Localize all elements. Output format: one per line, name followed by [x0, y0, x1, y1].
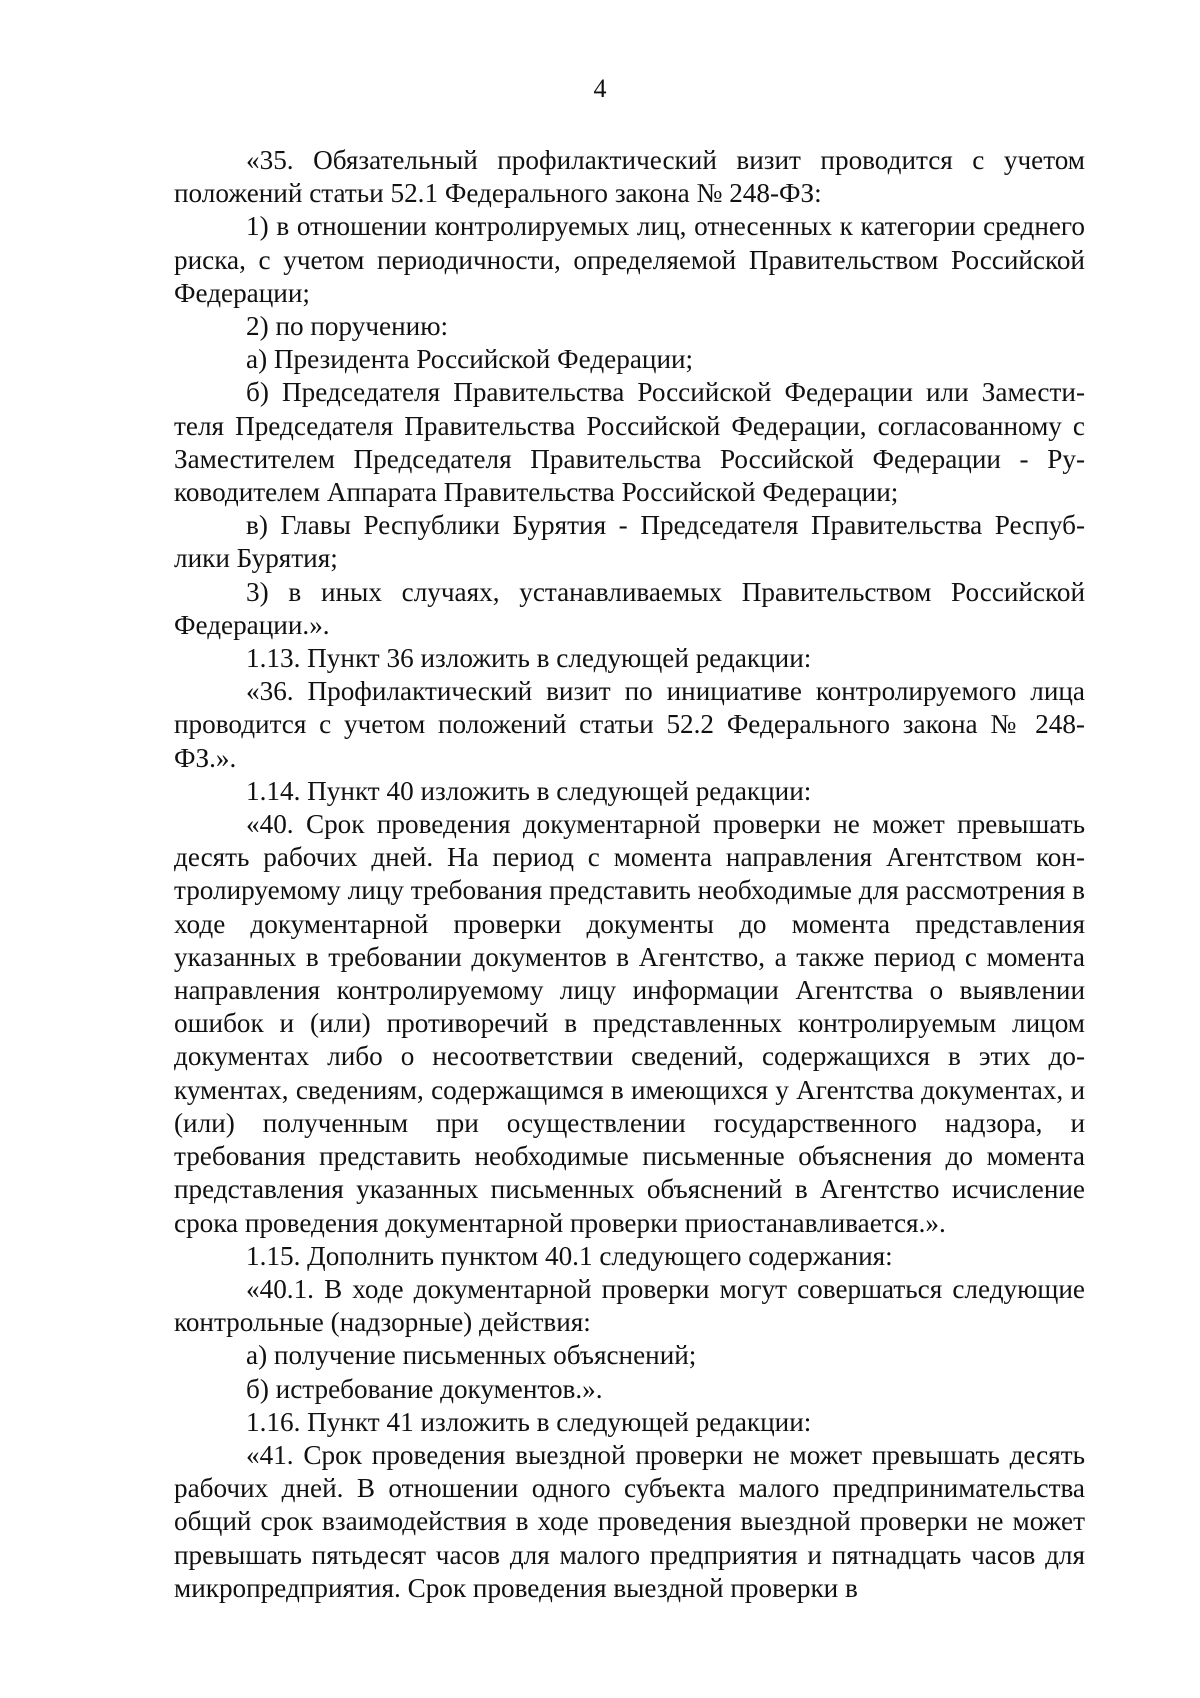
paragraph-subitem-2v: в) Главы Республики Бурятия - Председателя Правительства Республики Бурятия; — [174, 510, 1085, 574]
paragraph-subitem-3: 3) в иных случаях, устанавливаемых Правительством Российской Федерации.». — [174, 576, 1085, 640]
page-number: 4 — [593, 74, 607, 103]
paragraph-item-40: «40. Срок проведения документарной проверки не может превышать десять рабочих дней. На период с момента направления Агентством контролируемому лицу требования представить необходимые для рассмотрения в ходе документарной проверки документы до момента представления указанных в требовании документов в Агентство, а также период с момента направления контролируемому лицу информации Агентства о выявлении ошибок и (или) противоречий в представленных контролируемым лицом документах либо о несоответствии сведений, содержащихся в этих документах, сведениям, содержащимся в имеющихся у Агентства документах, и (или) полученным при осуществлении государственного надзора, и требования представить необходимые письменные объяснения до момента представления указанных письменных объяснений в Агентство исчисление срока проведения документарной проверки приостанавливается.». — [174, 809, 1085, 1238]
paragraph-item-40-1: «40.1. В ходе документарной проверки могут совершаться следующие контрольные (надзорные) действия: — [174, 1273, 1085, 1338]
paragraph-subitem-40-1a: а) получение письменных объяснений; — [246, 1340, 697, 1371]
paragraph-subitem-1: 1) в отношении контролируемых лиц, отнесенных к категории среднего риска, с учетом периодичности, определяемой Правительством Российской Федерации; — [174, 211, 1085, 308]
paragraph-1-16: 1.16. Пункт 41 изложить в следующей редакции: — [246, 1406, 812, 1437]
paragraph-subitem-40-1b: б) истребование документов.». — [246, 1373, 603, 1404]
paragraph-subitem-2a: а) Президента Российской Федерации; — [246, 344, 694, 375]
paragraph-1-13: 1.13. Пункт 36 изложить в следующей редакции: — [246, 643, 812, 674]
paragraph-1-14: 1.14. Пункт 40 изложить в следующей редакции: — [246, 775, 812, 806]
paragraph-subitem-2: 2) по поручению: — [246, 311, 449, 342]
paragraph-item-41: «41. Срок проведения выездной проверки не может превышать десять рабочих дней. В отношении одного субъекта малого предпринимательства общий срок взаимодействия в ходе проведения выездной проверки не может превышать пятьдесят часов для малого предприятия и пятнадцать часов для микропредприятия. Срок проведения выездной проверки в — [174, 1439, 1085, 1603]
paragraph-1-15: 1.15. Дополнить пунктом 40.1 следующего содержания: — [246, 1240, 893, 1271]
paragraph-subitem-2b: б) Председателя Правительства Российской Федерации или Заместителя Председателя Правительства Российской Федерации, согласованному с Заместителем Председателя Правительства Российской Федерации - Руководителем Аппарата Правительства Российской Федерации; — [174, 377, 1085, 508]
paragraph-item-36: «36. Профилактический визит по инициативе контролируемого лица проводится с учетом положений статьи 52.2 Федерального закона № 248-ФЗ.». — [174, 676, 1085, 773]
paragraph-item-35: «35. Обязательный профилактический визит проводится с учетом положений статьи 52.1 Федерального закона № 248-ФЗ: — [174, 145, 1085, 209]
document-body — [174, 144, 1085, 1605]
